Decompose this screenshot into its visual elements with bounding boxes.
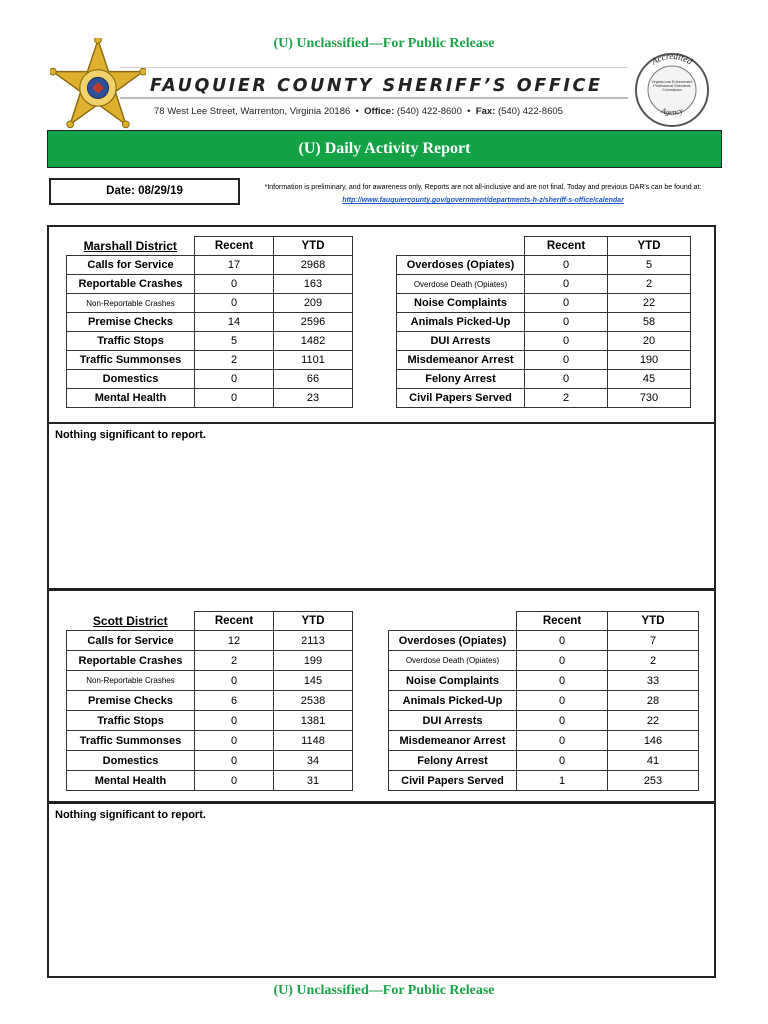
marshall-left-table	[66, 236, 353, 408]
agency-name: FAUQUIER COUNTY SHERIFF’S OFFICE	[150, 76, 603, 96]
metric-label: Traffic Stops	[67, 332, 195, 351]
recent-value: 0	[195, 370, 274, 389]
ytd-value: 22	[608, 711, 699, 731]
recent-value: 14	[195, 313, 274, 332]
table-row	[397, 256, 691, 275]
metric-label: Premise Checks	[67, 313, 195, 332]
metric-label: Overdoses (Opiates)	[397, 256, 525, 275]
ytd-header: YTD	[274, 237, 353, 256]
recent-value: 0	[525, 351, 608, 370]
scott-left-table	[66, 611, 353, 791]
ytd-header: YTD	[608, 612, 699, 631]
table-row	[397, 332, 691, 351]
metric-label: Felony Arrest	[389, 751, 517, 771]
report-title: (U) Daily Activity Report	[298, 140, 471, 157]
ytd-value: 28	[608, 691, 699, 711]
recent-value: 0	[525, 256, 608, 275]
ytd-value: 199	[274, 651, 353, 671]
recent-value: 0	[525, 275, 608, 294]
table-row	[67, 389, 353, 408]
recent-value: 6	[195, 691, 274, 711]
table-row	[67, 631, 353, 651]
metric-label: Domestics	[67, 751, 195, 771]
table-row	[397, 370, 691, 389]
ytd-value: 31	[274, 771, 353, 791]
recent-value: 0	[195, 671, 274, 691]
ytd-value: 146	[608, 731, 699, 751]
ytd-value: 209	[274, 294, 353, 313]
metric-label: DUI Arrests	[397, 332, 525, 351]
ytd-value: 190	[608, 351, 691, 370]
marshall-right-table	[396, 236, 691, 408]
metric-label: Animals Picked-Up	[389, 691, 517, 711]
table-row	[397, 389, 691, 408]
table-row	[67, 651, 353, 671]
ytd-value: 2538	[274, 691, 353, 711]
ytd-header: YTD	[274, 612, 353, 631]
recent-value: 0	[517, 751, 608, 771]
table-row	[67, 256, 353, 275]
recent-value: 0	[525, 370, 608, 389]
table-row	[397, 294, 691, 313]
table-row	[67, 313, 353, 332]
ytd-value: 7	[608, 631, 699, 651]
metric-label: Overdoses (Opiates)	[389, 631, 517, 651]
metric-label: Traffic Summonses	[67, 731, 195, 751]
table-row	[67, 731, 353, 751]
recent-value: 0	[195, 275, 274, 294]
metric-label: Reportable Crashes	[67, 275, 195, 294]
scott-notes-box	[47, 802, 716, 978]
calendar-link[interactable]: http://www.fauquiercounty.gov/government/departments-h-z/sheriff-s-office/calendar	[342, 197, 624, 204]
metric-label: Traffic Summonses	[67, 351, 195, 370]
table-row	[389, 731, 699, 751]
metric-label: Felony Arrest	[397, 370, 525, 389]
office-label: Office:	[364, 106, 395, 117]
metric-label: Mental Health	[67, 389, 195, 408]
table-row	[67, 351, 353, 370]
ytd-value: 58	[608, 313, 691, 332]
recent-header: Recent	[517, 612, 608, 631]
metric-label: Domestics	[67, 370, 195, 389]
recent-value: 0	[517, 651, 608, 671]
metric-label: Civil Papers Served	[397, 389, 525, 408]
recent-value: 0	[195, 771, 274, 791]
recent-value: 0	[525, 294, 608, 313]
recent-value: 0	[195, 751, 274, 771]
recent-value: 0	[195, 389, 274, 408]
metric-label: Traffic Stops	[67, 711, 195, 731]
table-row	[389, 651, 699, 671]
ytd-value: 20	[608, 332, 691, 351]
table-row	[397, 351, 691, 370]
ytd-value: 22	[608, 294, 691, 313]
disclaimer-note	[244, 181, 722, 207]
recent-value: 0	[517, 731, 608, 751]
marshall-notes-box	[47, 422, 716, 590]
classification-bottom: (U) Unclassified—For Public Release	[273, 983, 495, 998]
metric-label: Non-Reportable Crashes	[67, 294, 195, 313]
seal-inner-text: Virginia Law Enforcement Professional Standards Commission	[651, 80, 693, 93]
metric-label: Reportable Crashes	[67, 651, 195, 671]
ytd-value: 2	[608, 275, 691, 294]
agency-address: 78 West Lee Street, Warrenton, Virginia 20186 • Office: (540) 422-8600 • Fax: (540) 422-8605	[154, 106, 563, 117]
metric-label: Overdose Death (Opiates)	[397, 275, 525, 294]
metric-label: Misdemeanor Arrest	[389, 731, 517, 751]
metric-label: DUI Arrests	[389, 711, 517, 731]
scott-right-table	[388, 611, 699, 791]
recent-value: 2	[195, 351, 274, 370]
metric-label: Civil Papers Served	[389, 771, 517, 791]
ytd-value: 253	[608, 771, 699, 791]
header-rule-top	[120, 67, 628, 68]
table-row	[67, 751, 353, 771]
recent-header: Recent	[195, 612, 274, 631]
disclaimer-text: *Information is preliminary, and for awareness only. Reports are not all-inclusive and are not final. Today and previous DAR's can be found at:	[264, 184, 702, 191]
table-row	[67, 691, 353, 711]
ytd-value: 1381	[274, 711, 353, 731]
notes-text: Nothing significant to report.	[55, 809, 206, 821]
recent-value: 0	[517, 671, 608, 691]
ytd-value: 1101	[274, 351, 353, 370]
table-row	[389, 711, 699, 731]
recent-header: Recent	[525, 237, 608, 256]
table-row	[397, 275, 691, 294]
ytd-value: 163	[274, 275, 353, 294]
metric-label: Calls for Service	[67, 256, 195, 275]
ytd-value: 730	[608, 389, 691, 408]
metric-label: Noise Complaints	[389, 671, 517, 691]
recent-value: 0	[525, 332, 608, 351]
metric-label: Calls for Service	[67, 631, 195, 651]
ytd-header: YTD	[608, 237, 691, 256]
ytd-value: 66	[274, 370, 353, 389]
table-row	[389, 671, 699, 691]
table-row	[67, 671, 353, 691]
fax-label: Fax:	[475, 106, 496, 117]
sheriff-star-badge-icon	[50, 38, 146, 134]
recent-value: 0	[195, 731, 274, 751]
table-row	[67, 294, 353, 313]
ytd-value: 1482	[274, 332, 353, 351]
report-title-banner	[47, 130, 722, 168]
recent-value: 17	[195, 256, 274, 275]
metric-label: Noise Complaints	[397, 294, 525, 313]
ytd-value: 2968	[274, 256, 353, 275]
recent-value: 2	[525, 389, 608, 408]
ytd-value: 41	[608, 751, 699, 771]
recent-value: 12	[195, 631, 274, 651]
metric-label: Misdemeanor Arrest	[397, 351, 525, 370]
office-phone: (540) 422-8600	[396, 106, 462, 117]
seal-bottom-text: Agency	[659, 105, 685, 117]
recent-value: 0	[517, 631, 608, 651]
address-text: 78 West Lee Street, Warrenton, Virginia 20186	[154, 106, 351, 117]
table-row	[67, 771, 353, 791]
recent-value: 0	[195, 711, 274, 731]
recent-value: 0	[517, 711, 608, 731]
recent-value: 0	[195, 294, 274, 313]
district-name: Marshall District	[83, 238, 177, 253]
ytd-value: 145	[274, 671, 353, 691]
ytd-value: 45	[608, 370, 691, 389]
district-name: Scott District	[92, 613, 168, 628]
report-date: Date: 08/29/19	[49, 178, 240, 205]
table-row	[389, 751, 699, 771]
metric-label: Premise Checks	[67, 691, 195, 711]
recent-value: 0	[525, 313, 608, 332]
accreditation-seal-icon	[627, 50, 717, 130]
recent-value: 1	[517, 771, 608, 791]
ytd-value: 34	[274, 751, 353, 771]
ytd-value: 5	[608, 256, 691, 275]
header-rule	[120, 97, 628, 99]
metric-label: Non-Reportable Crashes	[67, 671, 195, 691]
table-row	[389, 771, 699, 791]
metric-label: Overdose Death (Opiates)	[389, 651, 517, 671]
table-row	[67, 370, 353, 389]
ytd-value: 1148	[274, 731, 353, 751]
table-row	[389, 631, 699, 651]
table-row	[67, 275, 353, 294]
ytd-value: 2113	[274, 631, 353, 651]
ytd-value: 2	[608, 651, 699, 671]
metric-label: Animals Picked-Up	[397, 313, 525, 332]
seal-top-text: Accredited	[649, 50, 695, 67]
recent-value: 2	[195, 651, 274, 671]
fax-phone: (540) 422-8605	[497, 106, 563, 117]
recent-value: 0	[517, 691, 608, 711]
ytd-value: 2596	[274, 313, 353, 332]
metric-label: Mental Health	[67, 771, 195, 791]
ytd-value: 23	[274, 389, 353, 408]
table-row	[397, 313, 691, 332]
recent-value: 5	[195, 332, 274, 351]
table-row	[67, 711, 353, 731]
classification-top: (U) Unclassified—For Public Release	[273, 36, 495, 51]
notes-text: Nothing significant to report.	[55, 429, 206, 441]
ytd-value: 33	[608, 671, 699, 691]
table-row	[67, 332, 353, 351]
recent-header: Recent	[195, 237, 274, 256]
table-row	[389, 691, 699, 711]
